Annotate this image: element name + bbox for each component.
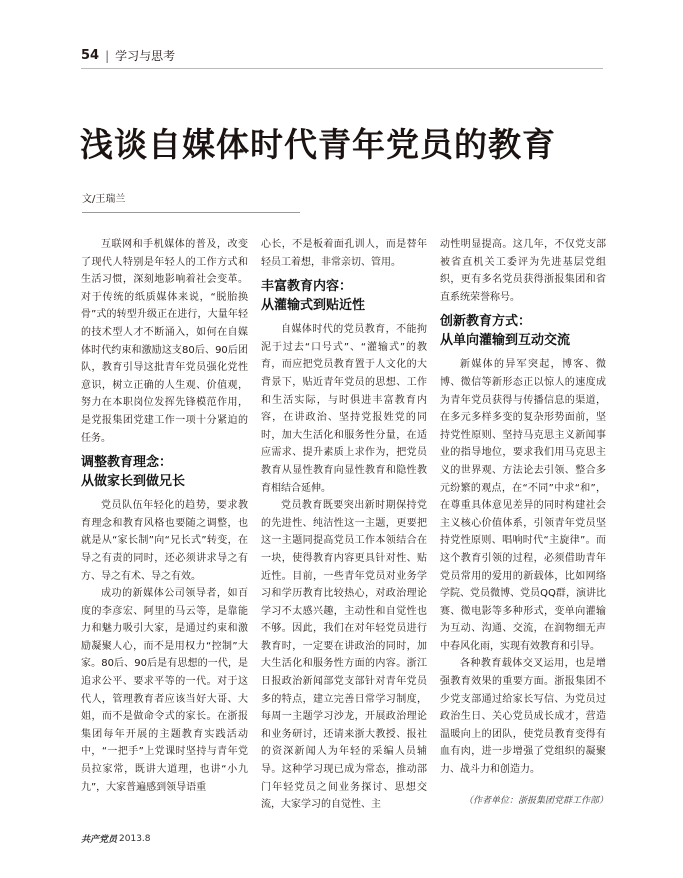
heading-line: 从单向灌输到互动交流 [440, 333, 571, 349]
paragraph: 新媒体的异军突起，博客、微博、微信等新形态正以惊人的速度成为青年党员获得与传播信息的渠道，在多元多样多变的复杂形势面前，坚持党性原则、坚持马克思主义新闻事业的指导地位，要求我们用马克思主义的世界观、方法论去引领、整合多元纷繁的观点，在“不同”中求“和”，在尊重具体意见差异的同时构建社会主义核心价值体系，引领青年党员坚持党性原则、唱响时代“主旋律”。而这个教育引领的过程，必须借助青年党员常用的爱用的新载体，比如网络学院、党员微博、党员QQ群，演讲比赛、微电影等多种形式，变单向灌输为互动、沟通、交流，在润物细无声中春风化雨，实现有效教育和引导。 [440, 359, 606, 652]
author-affiliation-note: （作者单位：浙报集团党群工作部） [463, 796, 608, 806]
article-author: 文/王瑞兰 [82, 194, 126, 205]
heading-line: 调整教育理念： [81, 455, 173, 471]
heading-line: 丰富教育内容： [261, 279, 353, 295]
page-footer [81, 832, 151, 845]
paragraph: 自媒体时代的党员教育，不能拘泥于过去“口号式”、“灌输式”的教育，而应把党员教育置于人文化的大背景下，贴近青年党员的思想、工作和生活实际，与时俱进丰富教育内容，在讲政治、坚持党报姓党的同时，加大生活化和服务性分量，在适应需求、提升素质上求作为，把党员教育从显性教育向显性教育和隐性教育相结合延伸。 [261, 324, 427, 494]
header-divider [81, 68, 603, 69]
section-heading-1 [81, 453, 248, 491]
author-divider [82, 212, 300, 213]
issue-number: 2013.8 [119, 833, 151, 844]
heading-line: 从灌输式到贴近性 [261, 298, 366, 314]
column-3 [440, 236, 606, 779]
heading-line: 从做家长到做兄长 [81, 474, 186, 490]
section-heading-2 [261, 277, 427, 315]
magazine-logo: 共产党员 [81, 835, 118, 845]
section-heading-3 [440, 312, 606, 350]
heading-line: 创新教育方式： [440, 314, 532, 330]
page-header [81, 49, 175, 63]
paragraph: 成功的新媒体公司领导者，如百度的李彦宏、阿里的马云等，是靠能力和魅力吸引大家，是通过约束和激励凝聚人心，而不是用权力“控制”大家。80后、90后是有思想的一代，是追求公平、要求平等的一代。对于这代人，管理教育者应该当好大哥、大姐，而不是做命令式的家长。在浙报集团每年开展的主题教育实践活动中，“一把手”上党课时坚持与青年党员拉家常，既讲大道理，也讲“小九九”，大家普遍感到领导语重 [81, 588, 248, 793]
column-1 [81, 236, 248, 796]
paragraph: 动性明显提高。这几年，不仅党支部被省直机关工委评为先进基层党组织，更有多名党员获得浙报集团和省直系统荣誉称号。 [440, 239, 606, 303]
section-name: 学习与思考 [115, 49, 176, 63]
header-separator: | [105, 49, 110, 63]
column-2 [261, 236, 427, 814]
page-number: 54 [81, 48, 100, 63]
paragraph: 党员队伍年轻化的趋势，要求教育理念和教育风格也要随之调整，也就是从“家长制”向“兄长式”转变，在导之有责的同时，还必须讲求导之有方、导之有术、导之有效。 [81, 500, 248, 582]
paragraph: 各种教育载体交叉运用，也是增强教育效果的重要方面。浙报集团不少党支部通过给家长写信、为党员过政治生日、关心党员成长成才，营造温暖向上的团队，使党员教育变得有血有肉，进一步增强了党组织的凝聚力、战斗力和创造力。 [440, 658, 606, 776]
paragraph: 互联网和手机媒体的普及，改变了现代人特别是年轻人的工作方式和生活习惯，深刻地影响着社会变革。对于传统的纸质媒体来说，“脱胎换骨”式的转型升级正在进行，大量年轻的技术型人才不断涌入，如何在自媒体时代约束和激励这支80后、90后团队，教育引导这批青年党员强化党性意识，树立正确的人生观、价值观，努力在本职岗位发挥先锋模范作用，是党报集团党建工作一项十分紧迫的任务。 [81, 239, 248, 444]
paragraph: 心长，不是板着面孔训人，而是替年轻员工着想，非常亲切、管用。 [261, 239, 427, 268]
paragraph: 党员教育既要突出新时期保持党的先进性、纯洁性这一主题，更要把这一主题同提高党员工作本领结合在一块，使得教育内容更具针对性、贴近性。目前，一些青年党员对业务学习和学历教育比较热心，对政治理论学习不太感兴趣，主动性和自觉性也不够。因此，我们在对年轻党员进行教育时，一定要在讲政治的同时，加大生活化和服务性方面的内容。浙江日报政治新闻部党支部针对青年党员多的特点，建立完善日常学习制度，每周一主题学习沙龙，开展政治理论和业务研讨，还请来浙大教授、报社的资深新闻人为年轻的采编人员辅导。这种学习现已成为常态，推动部门年轻党员之间业务探讨、思想交流，大家学习的自觉性、主 [261, 500, 427, 811]
article-title: 浅谈自媒体时代青年党员的教育 [80, 125, 556, 164]
